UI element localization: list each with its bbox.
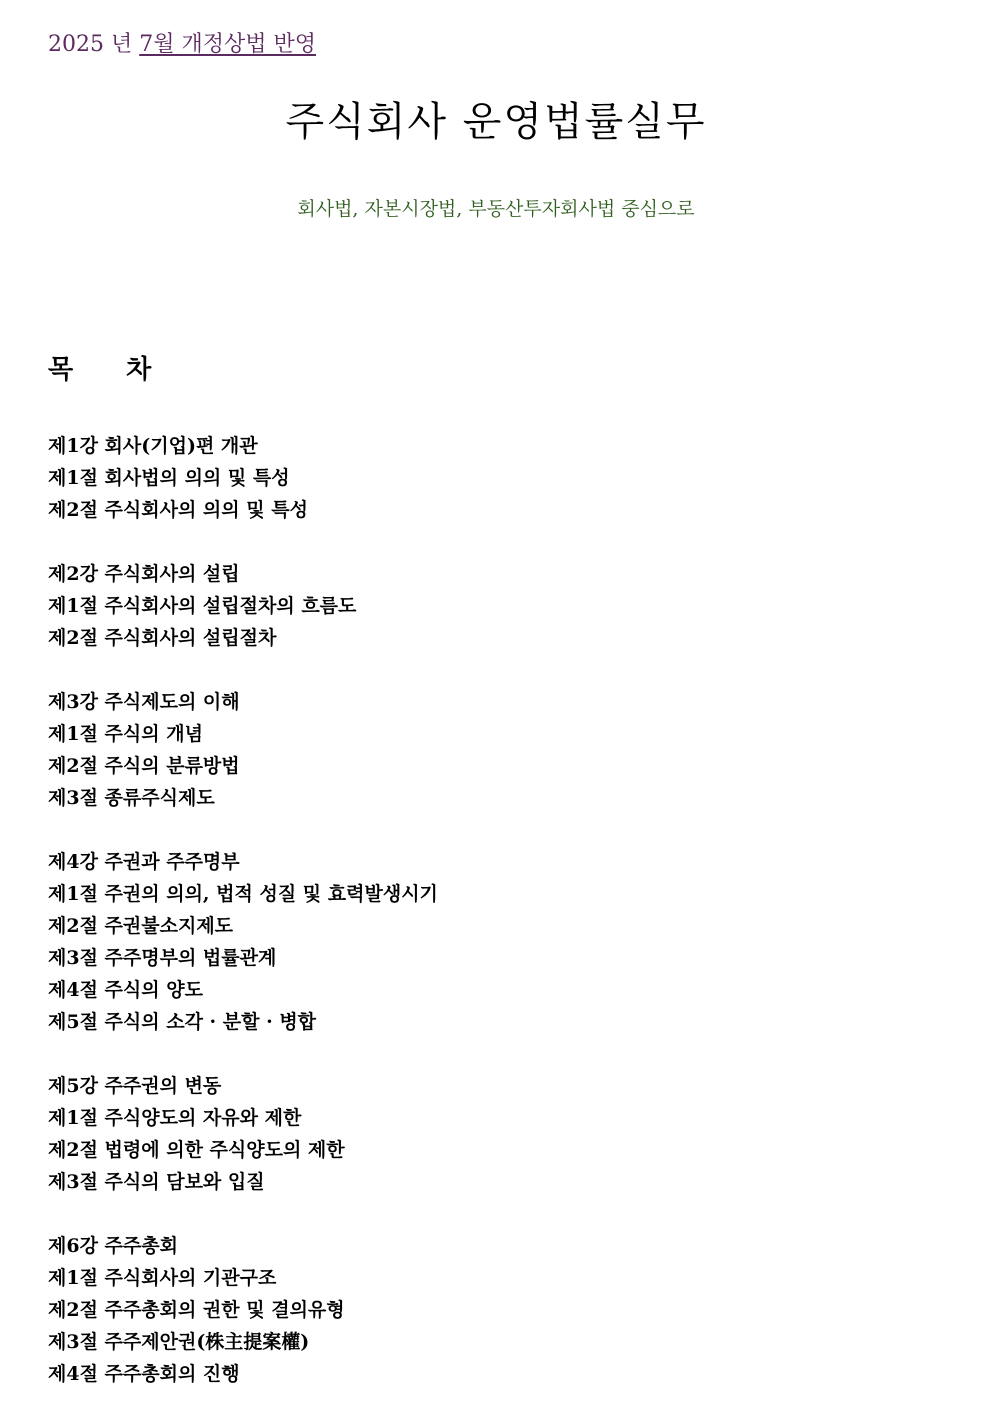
section-title: 제4절 주식의 양도 [48,979,203,1001]
edition-prefix: 2025 년 [48,32,140,57]
section-title: 제5절 주식의 소각 · 분할 · 병합 [48,1011,317,1033]
section-title: 제3절 주주제안권(株主提案權) [48,1331,310,1353]
section-title: 제1절 주식의 개념 [48,723,203,745]
lecture-title: 제4강 주권과 주주명부 [48,851,240,873]
toc-lecture-2 [48,558,948,654]
document-title: 주식회사 운영법률실무 [285,99,707,145]
section-title: 제2절 주식회사의 설립절차 [48,627,277,649]
toc-lecture-3 [48,686,948,814]
section-title: 제3절 종류주식제도 [48,787,215,809]
section-title: 제2절 법령에 의한 주식양도의 제한 [48,1139,345,1161]
section-title: 제1절 주식양도의 자유와 제한 [48,1107,302,1129]
lecture-title: 제5강 주주권의 변동 [48,1075,222,1097]
section-title: 제3절 주주명부의 법률관계 [48,947,277,969]
section-title: 제1절 회사법의 의의 및 특성 [48,467,290,489]
section-title: 제1절 주식회사의 기관구조 [48,1267,277,1289]
section-title: 제4절 주주총회의 진행 [48,1363,240,1385]
section-title: 제2절 주권불소지제도 [48,915,234,937]
edition-revision: 7월 개정상법 반영 [139,32,316,57]
toc-lecture-6 [48,1230,948,1390]
section-title: 제1절 주식회사의 설립절차의 흐름도 [48,595,357,617]
document-subtitle: 회사법, 자본시장법, 부동산투자회사법 중심으로 [297,198,695,220]
lecture-title: 제2강 주식회사의 설립 [48,563,240,585]
section-title: 제2절 주주총회의 권한 및 결의유형 [48,1299,345,1321]
edition-note [48,30,316,60]
toc-heading: 목 차 [48,355,174,385]
toc-lecture-1 [48,430,948,526]
section-title: 제2절 주식회사의 의의 및 특성 [48,499,308,521]
section-title: 제3절 주식의 담보와 입질 [48,1171,265,1193]
section-title: 제2절 주식의 분류방법 [48,755,240,777]
toc-lecture-5 [48,1070,948,1198]
section-title: 제1절 주권의 의의, 법적 성질 및 효력발생시기 [48,883,438,905]
toc-lecture-4 [48,846,948,1038]
lecture-title: 제1강 회사(기업)편 개관 [48,435,258,457]
lecture-title: 제6강 주주총회 [48,1235,178,1257]
lecture-title: 제3강 주식제도의 이해 [48,691,240,713]
table-of-contents [48,430,948,1422]
